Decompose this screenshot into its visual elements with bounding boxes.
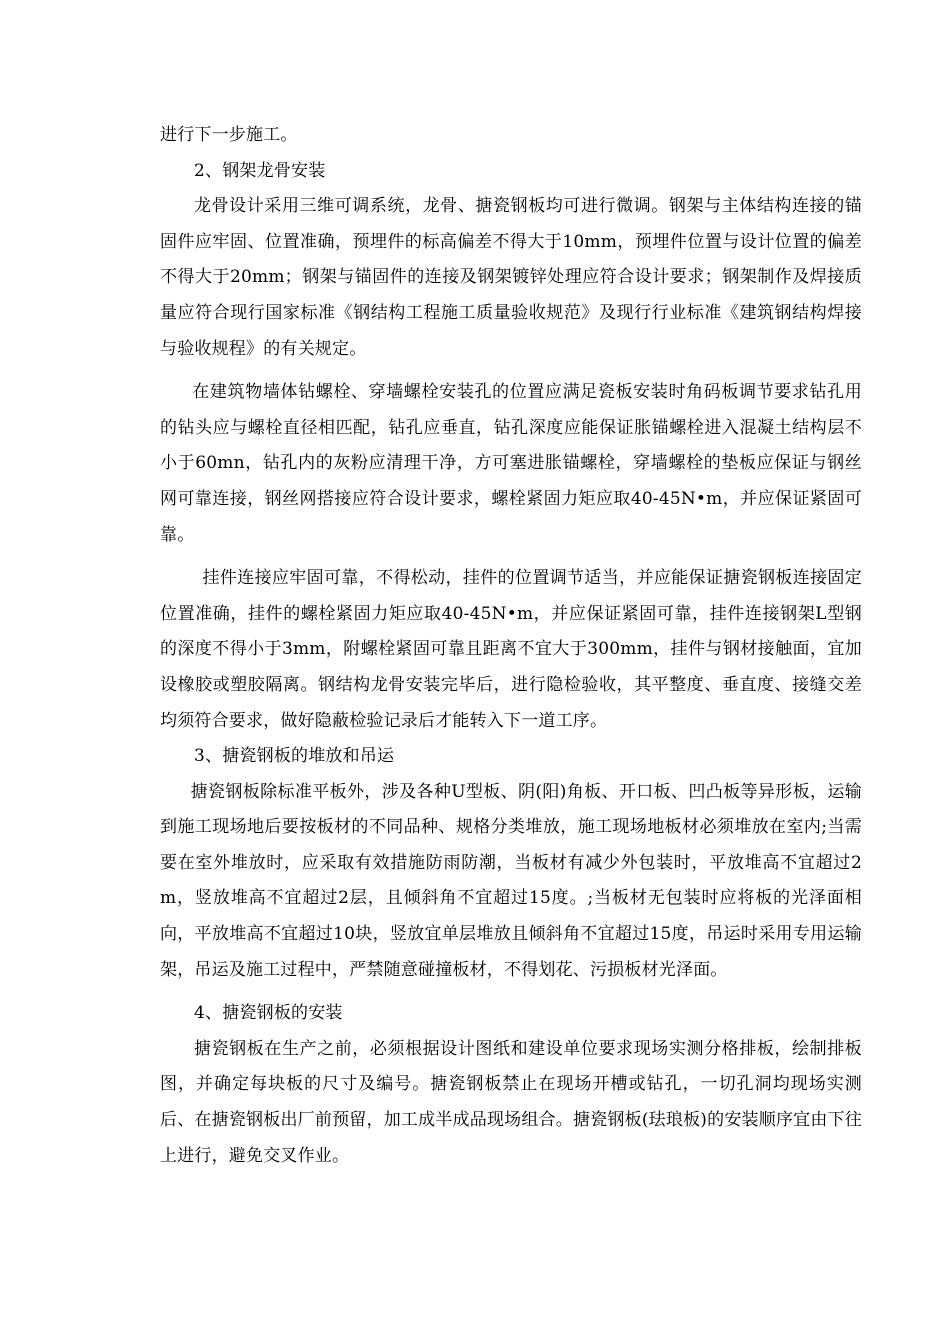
spacer	[160, 988, 862, 996]
paragraph-continuation: 进行下一步施工。	[160, 125, 298, 145]
section-heading-stacking: 3、搪瓷钢板的堆放和吊运	[194, 746, 395, 767]
paragraph-stacking: 搪瓷钢板除标准平板外，涉及各种U型板、阴(阳)角板、开口板、凹凸板等异形板，运输到施工现场地后要按板材的不同品种、规格分类堆放，施工现场地板材必须堆放在室内;当需要在室外堆放时，应采取有效措施防雨防潮，当板材有减少外包装时，平放堆高不宜超过2m，竖放堆高不宜超过2层，且倾斜角不宜超过15度。;当板材无包装时应将板的光泽面相向，平放堆高不宜超过10块，竖放宜单层堆放且倾斜角不宜超过15度，吊运时采用专用运输架，吊运及施工过程中，严禁随意碰撞板材，不得划花、污损板材光泽面。	[160, 781, 862, 980]
spacer	[160, 553, 862, 561]
paragraph-keel-design: 龙骨设计采用三维可调系统，龙骨、搪瓷钢板均可进行微调。钢架与主体结构连接的锚固件应牢固、位置准确，预埋件的标高偏差不得大于10mm，预埋件位置与设计位置的偏差不得大于20mm；钢架与锚固件的连接及钢架镀锌处理应符合设计要求；钢架制作及焊接质量应符合现行国家标准《钢结构工程施工质量验收规范》及现行行业标准《建筑钢结构焊接与验收规程》的有关规定。	[160, 196, 862, 359]
document-page	[160, 118, 862, 1174]
section-heading-steel-frame: 2、钢架龙骨安装	[194, 160, 326, 181]
paragraph-installation: 搪瓷钢板在生产之前，必须根据设计图纸和建设单位要求现场实测分格排板，绘制排板图，并确定每块板的尺寸及编号。搪瓷钢板禁止在现场开槽或钻孔，一切孔洞均现场实测后、在搪瓷钢板出厂前预留，加工成半成品现场组合。搪瓷钢板(珐琅板)的安装顺序宜由下往上进行，避免交叉作业。	[160, 1038, 862, 1166]
spacer	[160, 367, 862, 375]
paragraph-drilling: 在建筑物墙体钻螺栓、穿墙螺栓安装孔的位置应满足瓷板安装时角码板调节要求钻孔用的钻头应与螺栓直径相匹配，钻孔应垂直，钻孔深度应能保证胀锚螺栓进入混凝土结构层不小于60mn，钻孔内的灰粉应清理干净，方可塞进胀锚螺栓，穿墙螺栓的垫板应保证与钢丝网可靠连接，钢丝网搭接应符合设计要求，螺栓紧固力矩应取40-45N•m，并应保证紧固可靠。	[160, 382, 862, 545]
paragraph-hanger-connection: 挂件连接应牢固可靠，不得松动，挂件的位置调节适当，并应能保证搪瓷钢板连接固定位置准确，挂件的螺栓紧固力矩应取40-45N•m，并应保证紧固可靠，挂件连接钢架L型钢的深度不得小于3mm，附螺栓紧固可靠且距离不宜大于300mm，挂件与钢材接触面，宜加设橡胶或塑胶隔离。钢结构龙骨安装完毕后，进行隐检验收，其平整度、垂直度、接缝交差均须符合要求，做好隐蔽检验记录后才能转入下一道工序。	[160, 568, 862, 731]
section-heading-installation: 4、搪瓷钢板的安装	[194, 1003, 343, 1024]
